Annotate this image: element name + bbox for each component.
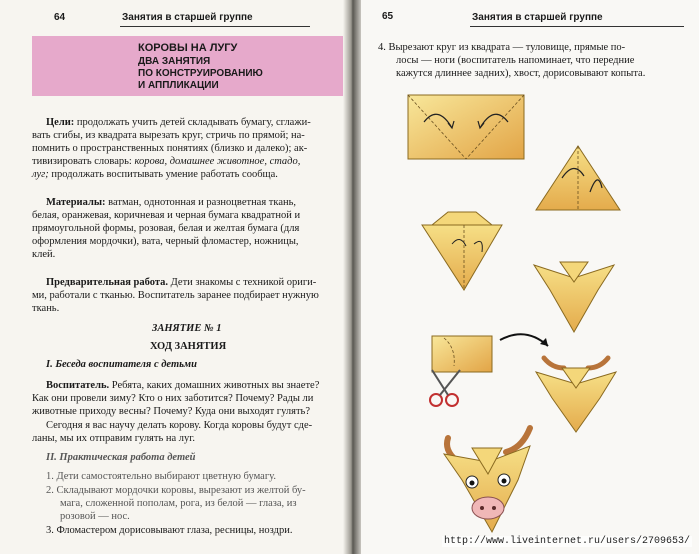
title-line-1: КОРОВЫ НА ЛУГУ xyxy=(138,42,238,54)
running-title: Занятия в старшей группе xyxy=(122,12,253,23)
goals-text-5b: продолжать воспитывать умение работать сообща. xyxy=(48,169,278,180)
page-number: 65 xyxy=(382,11,394,22)
goals-line-3: помнить о пространственных понятиях (близко и далеко); ак- xyxy=(32,143,308,154)
goals-line-2: вать сгибы, из квадрата вырезать круг, стричь по прямой; на- xyxy=(32,130,305,141)
step-4-line-3: кажутся длиннее задних), хвост, дорисовывают копыта. xyxy=(396,68,646,79)
goals-label: Цели: xyxy=(46,117,75,128)
folded-square-icon xyxy=(408,95,524,159)
teacher-line-5: ланы, мы их отправим гулять на луг. xyxy=(32,433,196,444)
teacher-text-1: Ребята, каких домашних животных вы знаете? xyxy=(111,380,320,391)
folded-paper-cut-icon xyxy=(432,336,492,372)
materials-line-3: прямоугольной формы, розовая, белая и желтая бумага (для xyxy=(32,223,300,234)
step-3: 3. Фломастером дорисовывают глаза, ресницы, ноздри. xyxy=(46,525,293,536)
step-2-line-3: розовой — нос. xyxy=(60,511,130,522)
goals-text-4b: корова, домашнее животное, стадо, xyxy=(134,156,301,167)
title-line-4: И АППЛИКАЦИИ xyxy=(138,80,219,91)
section-2-heading: II. Практическая работа детей xyxy=(46,452,196,463)
materials-line-2: белая, оранжевая, коричневая и черная бумага квадратной и xyxy=(32,210,301,221)
title-box xyxy=(32,36,346,96)
header-rule xyxy=(120,26,310,27)
section-1-heading: I. Беседа воспитателя с детьми xyxy=(46,359,197,370)
page-number: 64 xyxy=(54,12,66,23)
cow-head-fold-icon xyxy=(422,212,502,290)
teacher-line-3: животные приходу весны? Почему? Куда они выходят гулять? xyxy=(32,406,310,417)
goals-line-4 xyxy=(32,155,300,169)
step-1: 1. Дети самостоятельно выбирают цветную бумагу. xyxy=(46,471,276,482)
scissors-icon xyxy=(430,370,460,406)
goals-line-1 xyxy=(46,116,311,130)
cow-face-icon xyxy=(444,428,530,532)
step-4-line-2: лосы — ноги (воспитатель напоминает, что передние xyxy=(396,55,635,66)
materials-label: Материалы: xyxy=(46,197,106,208)
teacher-label: Воспитатель. xyxy=(46,380,110,391)
prework-text-1: Дети знакомы с техникой ориги- xyxy=(170,277,317,288)
step-2-line-1: 2. Складывают мордочки коровы, вырезают из желтой бу- xyxy=(46,485,306,496)
step-4-line-1: 4. Вырезают круг из квадрата — туловище, прямые по- xyxy=(378,42,626,53)
lesson-number: ЗАНЯТИЕ № 1 xyxy=(152,323,222,334)
goals-text-4a: тивизировать словарь: xyxy=(32,156,135,167)
goals-text-5a: луг; xyxy=(32,169,49,180)
right-page xyxy=(352,0,699,554)
goals-line-5 xyxy=(32,168,278,182)
triangle-fold-icon xyxy=(536,146,620,210)
materials-line-1 xyxy=(46,196,296,210)
cow-head-shape-icon xyxy=(534,262,614,332)
watermark-url: http://www.liveinternet.ru/users/2709653/ xyxy=(444,536,691,547)
origami-diagram xyxy=(352,0,699,554)
book-gutter xyxy=(343,0,361,554)
goals-text-1: продолжать учить детей складывать бумагу, сглажи- xyxy=(76,117,311,128)
teacher-line-2: Как они провели зиму? Кто о них заботится? Почему? Рады ли xyxy=(32,393,314,404)
step-2-line-2: мага, сложенной пополам, рога, из белой — глаза, из xyxy=(60,498,297,509)
lesson-course-heading: ХОД ЗАНЯТИЯ xyxy=(150,341,227,352)
materials-text-1: ватман, однотонная и разноцветная ткань, xyxy=(108,197,297,208)
materials-line-5: клей. xyxy=(32,249,56,260)
title-line-2: ДВА ЗАНЯТИЯ xyxy=(138,56,211,67)
prework-line-2: ми, работали с тканью. Воспитатель заранее подбирает нужную xyxy=(32,290,319,301)
cow-head-horns-icon xyxy=(536,358,616,432)
title-line-3: ПО КОНСТРУИРОВАНИЮ xyxy=(138,68,263,79)
arrow-icon xyxy=(500,334,548,346)
prework-line-3: ткань. xyxy=(32,303,60,314)
prework-line-1 xyxy=(46,276,316,290)
prework-label: Предварительная работа. xyxy=(46,277,168,288)
materials-line-4: оформления мордочки), вата, черный фломастер, ножницы, xyxy=(32,236,299,247)
teacher-line-1 xyxy=(46,379,319,393)
teacher-line-4: Сегодня я вас научу делать корову. Когда коровы будут сде- xyxy=(46,420,313,431)
running-title: Занятия в старшей группе xyxy=(472,12,603,23)
